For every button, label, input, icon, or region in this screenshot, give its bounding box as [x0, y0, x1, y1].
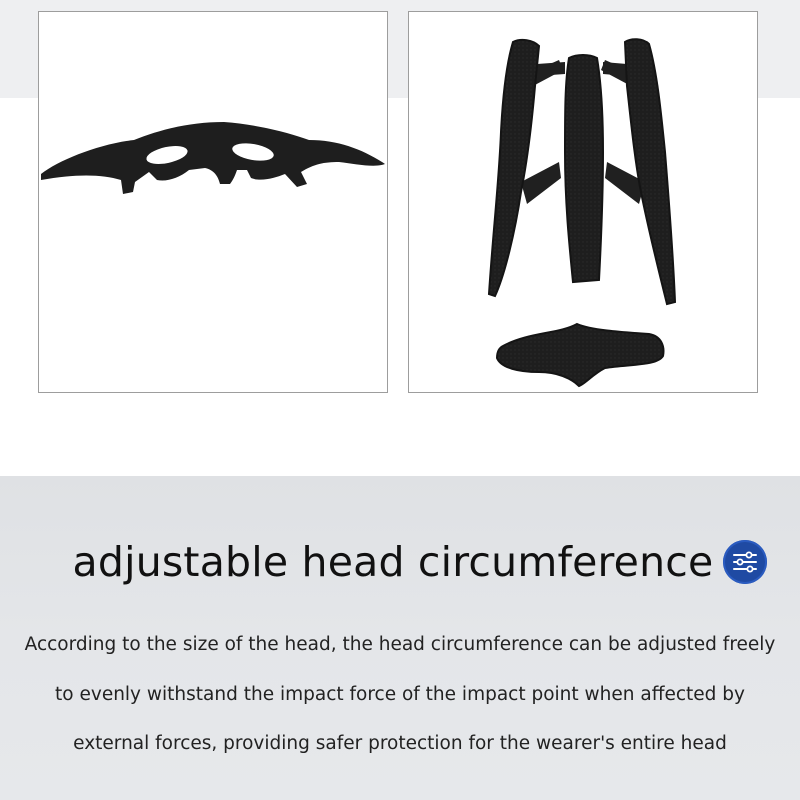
pad-right-strip: [625, 39, 675, 304]
curved-pad-shape: [41, 122, 385, 194]
pad-center-strip: [565, 55, 603, 282]
sliders-glyph: [731, 550, 759, 574]
adjust-sliders-icon: [723, 540, 767, 584]
left-photo-panel: [38, 11, 388, 393]
headline-row: [0, 534, 800, 590]
headline-title: adjustable head circumference: [72, 538, 714, 586]
description-line-2: to evenly withstand the impact force of the impact point when affected by: [55, 684, 745, 705]
curved-pad-illustration: [39, 12, 388, 393]
description-line-3: external forces, providing safer protection for the wearer's entire head: [73, 733, 727, 754]
inner-pads-illustration: [409, 12, 758, 393]
description-line-1: According to the size of the head, the head circumference can be adjusted freely: [24, 634, 776, 655]
pad-left-strip: [489, 40, 539, 296]
right-photo-panel: [408, 11, 758, 393]
pad-bottom: [497, 324, 663, 386]
